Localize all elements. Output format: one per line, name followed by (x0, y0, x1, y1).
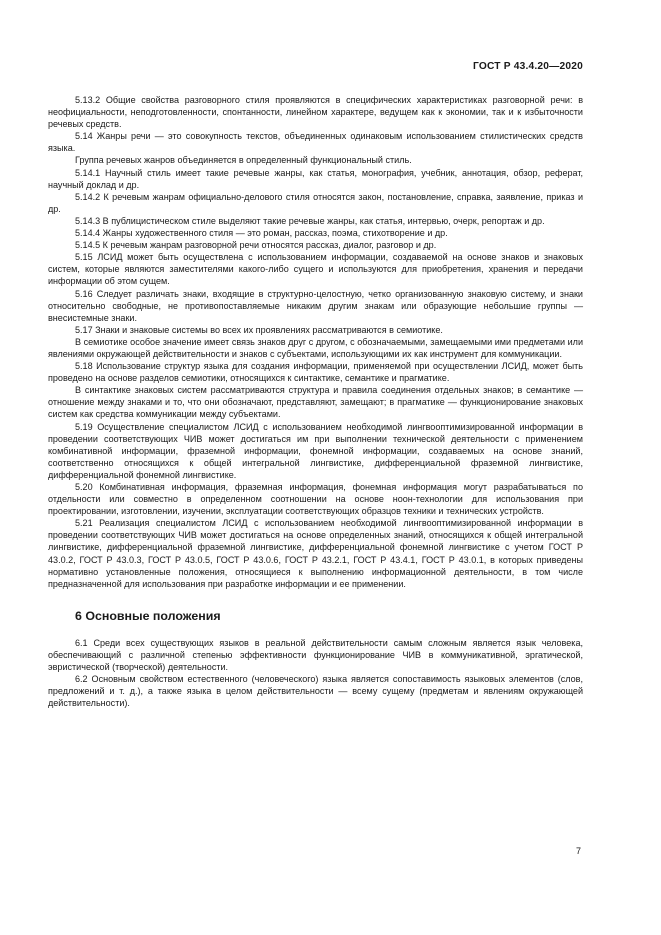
paragraph: 5.14.4 Жанры художественного стиля — это роман, рассказ, поэма, стихотворение и др. (75, 228, 448, 239)
section-heading: 6 Основные положения (75, 608, 221, 623)
paragraph: 5.20 Комбинативная информация, фраземная информация, фонемная информация могут разрабатываться по отдельности или совместно в определенном соотношении на основе ноон-технологии для использования при проектировании, изготовлении, изучении, эксплуатации соответствующих образцов техники и технических устройств. (48, 482, 583, 517)
paragraph: 5.14.2 К речевым жанрам официально-делового стиля относятся закон, постановление, справка, заявление, приказ и др. (48, 191, 583, 214)
paragraph: В семиотике особое значение имеет связь знаков друг с другом, с обозначаемыми, замещаемыми ими предметами или явлениями окружающей действительности и знаков с субъектами, использующими их как инструмент для коммуникации. (48, 336, 583, 359)
paragraph: 5.18 Использование структур языка для создания информации, применяемой при осуществлении ЛСИД, может быть проведено на основе разделов семиотики, относящихся к синтактике, семантике и прагматике. (48, 361, 583, 384)
paragraph: В синтактике знаковых систем рассматриваются структура и правила соединения отдельных знаков; в семантике — отношение между знаками и то, что они обозначают, представляют, замещают; в прагматике — функционирование знаковых систем как средства коммуникации между субъектами. (48, 385, 583, 420)
paragraph: 5.16 Следует различать знаки, входящие в структурно-целостную, четко организованную знаковую систему, и знаки относительно свободные, не противопоставляемые никаким другим знакам или образующие небольшие группы — внесистемные знаки. (48, 288, 583, 323)
document-header: ГОСТ Р 43.4.20—2020 (473, 61, 583, 72)
page-number: 7 (575, 846, 581, 856)
paragraph: 6.1 Среди всех существующих языков в реальной действительности самым сложным является язык человека, обеспечивающий с различной степенью эффективности функционирование ЧИВ в коммуникативной, эргатической, эвристической (творческой) деятельности. (48, 637, 583, 673)
paragraph: 6.2 Основным свойством естественного (человеческого) языка является сопоставимость языковых элементов (слов, предложений и т. д.), а также языка в целом действительности — всему сущему (предметам и явлениям окружающей действительности). (48, 674, 583, 709)
paragraph: 5.14.1 Научный стиль имеет такие речевые жанры, как статья, монография, учебник, аннотация, обзор, реферат, научный доклад и др. (48, 167, 583, 190)
paragraph: 5.17 Знаки и знаковые системы во всех их проявлениях рассматриваются в семиотике. (75, 324, 443, 335)
paragraph: 5.14.5 К речевым жанрам разговорной речи относятся рассказ, диалог, разговор и др. (75, 240, 437, 251)
document-body (48, 94, 583, 709)
paragraph: 5.19 Осуществление специалистом ЛСИД с использованием необходимой лингвооптимизированной информации в проведении соответствующих ЧИВ может достигаться им при выполнении технической деятельности с применением комбинативной информации, фраземной информации, фонемной информации, создаваемых на основе знаний, соответственно относящихся к общей интегральной лингвистике, дифференциальной фраземной лингвистике, дифференциальной фонемной лингвистике. (48, 421, 583, 480)
paragraph: 5.15 ЛСИД может быть осуществлена с использованием информации, создаваемой на основе знаков и знаковых систем, которые являются заместителями какого-либо сущего и используются для приобретения, хранения и передачи информации об этом сущем. (48, 252, 583, 287)
paragraph: 5.13.2 Общие свойства разговорного стиля проявляются в специфических характеристиках разговорной речи: в неофициальности, неподготовленности, спонтанности, линейном характере, ведущем как к экономии, так и к избыточности речевых средств. (48, 95, 583, 130)
paragraph: 5.21 Реализация специалистом ЛСИД с использованием необходимой лингвооптимизированной информации в проведении соответствующих ЧИВ может достигаться на основе определенных знаний, относящихся к общей интегральной лингвистике, дифференциальной фраземной лингвистике, дифференциальной фонемной лингвистике с учетом ГОСТ Р 43.0.2, ГОСТ Р 43.0.3, ГОСТ Р 43.0.5, ГОСТ Р 43.0.6, ГОСТ Р 43.2.1, ГОСТ Р 43.4.1, ГОСТ Р 43.0.1, в которых приведены нормативно установленные положения, относящиеся к выполнению информационной деятельности, в том числе предназначенной для использования при разработке информации и ее применении. (48, 518, 583, 589)
paragraph: Группа речевых жанров объединяется в определенный функциональный стиль. (75, 155, 412, 166)
paragraph: 5.14 Жанры речи — это совокупность текстов, объединенных одинаковым использованием стилистических средств языка. (48, 131, 583, 154)
paragraph: 5.14.3 В публицистическом стиле выделяют такие речевые жанры, как статья, интервью, очерк, репортаж и др. (75, 215, 545, 226)
